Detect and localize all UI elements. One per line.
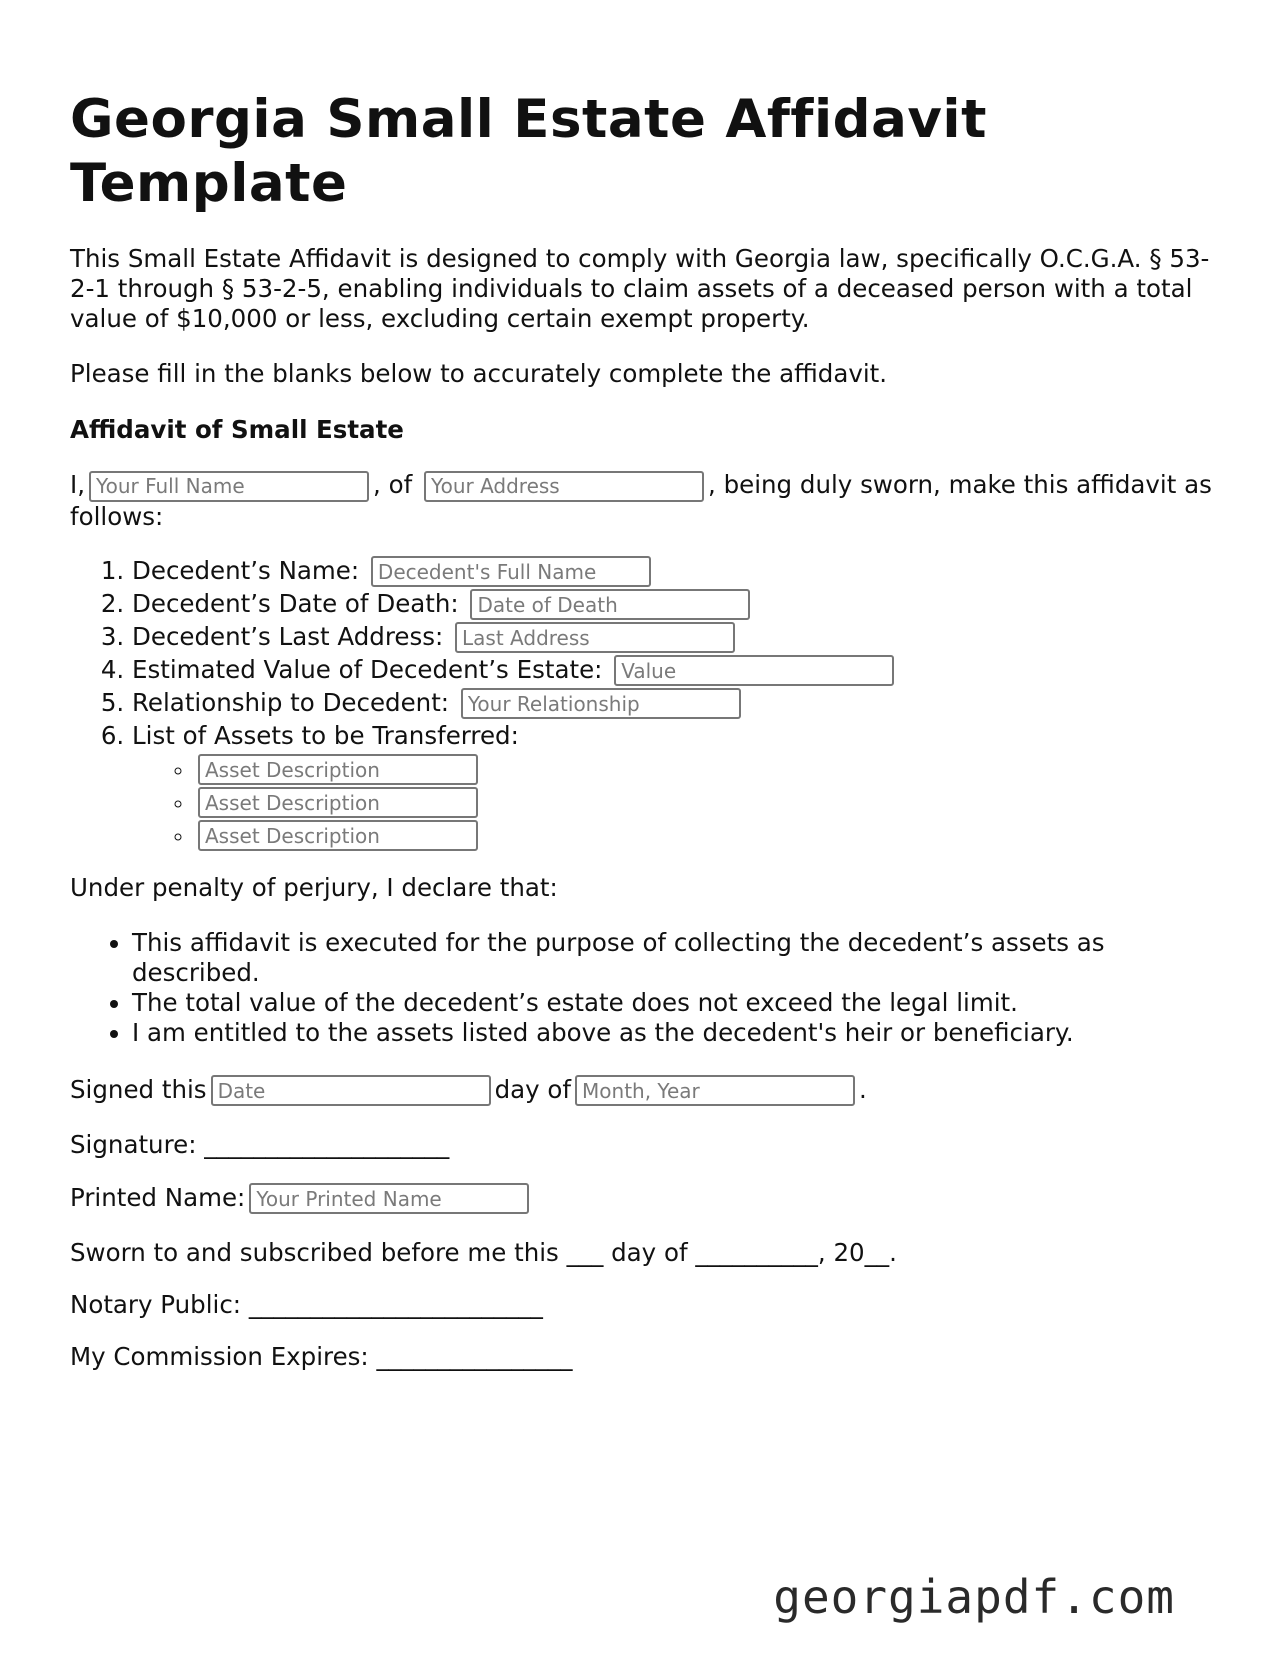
instructions: Please fill in the blanks below to accurately complete the affidavit. bbox=[70, 359, 888, 388]
list-item bbox=[194, 818, 1220, 851]
detail-label: Relationship to Decedent: bbox=[132, 687, 450, 717]
details-list bbox=[70, 554, 1220, 851]
assets-list bbox=[132, 752, 1220, 851]
sworn-line: Sworn to and subscribed before me this ___ day of __________, 20__. bbox=[70, 1237, 897, 1267]
asset-description-input[interactable] bbox=[198, 820, 478, 851]
detail-relationship bbox=[132, 686, 1220, 719]
detail-label: Decedent’s Last Address: bbox=[132, 621, 444, 651]
detail-decedent-name bbox=[132, 554, 1220, 587]
signed-line bbox=[70, 1072, 1220, 1108]
printed-name-input[interactable] bbox=[249, 1183, 529, 1214]
relationship-input[interactable] bbox=[461, 688, 741, 719]
signed-month-year-input[interactable] bbox=[575, 1075, 855, 1106]
detail-assets bbox=[132, 719, 1220, 851]
last-address-input[interactable] bbox=[455, 622, 735, 653]
detail-label: Decedent’s Date of Death: bbox=[132, 588, 459, 618]
oath-of: , of bbox=[373, 470, 413, 499]
signed-middle: day of bbox=[494, 1074, 572, 1104]
watermark: georgiapdf.com bbox=[773, 1570, 1175, 1624]
list-item bbox=[194, 752, 1220, 785]
asset-description-input[interactable] bbox=[198, 754, 478, 785]
detail-last-address bbox=[132, 620, 1220, 653]
detail-label: Estimated Value of Decedent’s Estate: bbox=[132, 654, 603, 684]
detail-date-of-death bbox=[132, 587, 1220, 620]
commission-line: My Commission Expires: ________________ bbox=[70, 1341, 573, 1371]
declarations-list bbox=[70, 928, 1220, 1048]
detail-estate-value bbox=[132, 653, 1220, 686]
printed-name-label: Printed Name: bbox=[70, 1182, 246, 1212]
estate-value-input[interactable] bbox=[614, 655, 894, 686]
list-item bbox=[194, 785, 1220, 818]
asset-description-input[interactable] bbox=[198, 787, 478, 818]
signed-date-input[interactable] bbox=[211, 1075, 491, 1106]
full-name-input[interactable] bbox=[89, 471, 369, 502]
detail-label: List of Assets to be Transferred: bbox=[132, 720, 519, 750]
date-of-death-input[interactable] bbox=[470, 589, 750, 620]
signed-prefix: Signed this bbox=[70, 1074, 207, 1104]
oath-paragraph bbox=[70, 470, 1220, 532]
detail-label: Decedent’s Name: bbox=[132, 555, 360, 585]
list-item: • I am entitled to the assets listed above as the decedent's heir or beneficiary. bbox=[132, 1018, 1220, 1048]
oath-suffix: , being duly sworn, make this affidavit as follows: bbox=[70, 470, 1212, 531]
notary-line: Notary Public: ________________________ bbox=[70, 1289, 543, 1319]
signature-line: Signature: ____________________ bbox=[70, 1129, 450, 1159]
page-title: Georgia Small Estate Affidavit Template bbox=[70, 89, 987, 214]
affidavit-page bbox=[70, 88, 1220, 1372]
section-heading: Affidavit of Small Estate bbox=[70, 415, 404, 444]
intro-paragraph: This Small Estate Affidavit is designed to comply with Georgia law, specifically O.C.G.A. § 53-2-1 through § 53-2-5, enabling individuals to claim assets of a deceased person with a total value of $10,000 or less, excluding certain exempt property. bbox=[70, 244, 1210, 333]
address-input[interactable] bbox=[424, 471, 704, 502]
list-item: • The total value of the decedent’s estate does not exceed the legal limit. bbox=[132, 988, 1220, 1018]
signed-suffix: . bbox=[859, 1074, 867, 1104]
decedent-name-input[interactable] bbox=[371, 556, 651, 587]
declaration-intro: Under penalty of perjury, I declare that: bbox=[70, 872, 558, 902]
printed-name-line bbox=[70, 1180, 1220, 1216]
oath-prefix: I, bbox=[70, 470, 86, 499]
list-item: • This affidavit is executed for the purpose of collecting the decedent’s assets as described. bbox=[132, 928, 1220, 988]
